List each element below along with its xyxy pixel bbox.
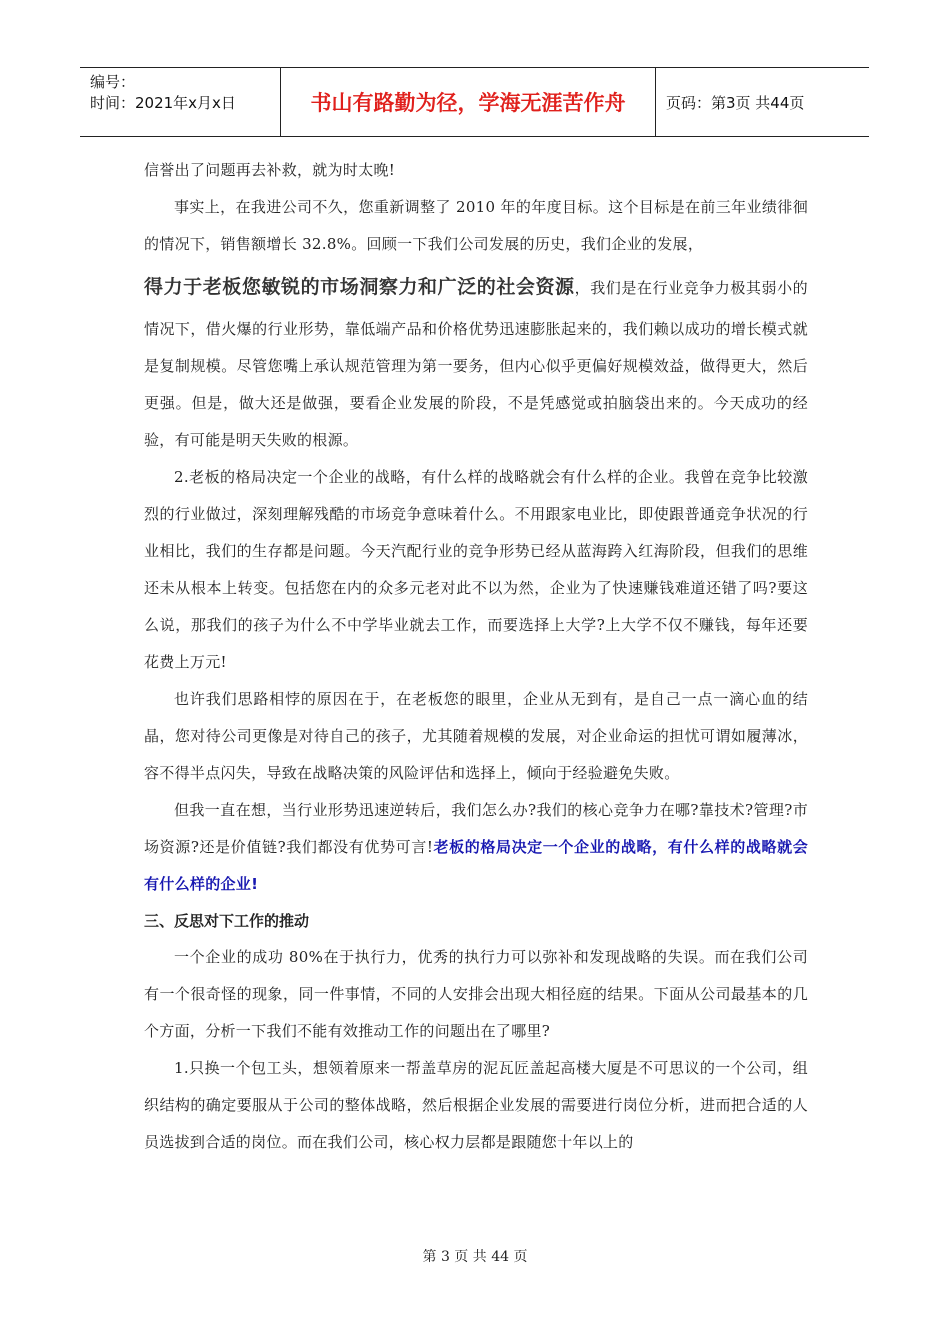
page-footer: 第 3 页 共 44 页 xyxy=(422,1249,528,1265)
paragraph-5: 也许我们思路相悖的原因在于，在老板您的眼里，企业从无到有，是自己一点一滴心血的结晶，您对待公司更像是对待自己的孩子，尤其随着规模的发展，对企业命运的担忧可谓如履薄冰，容不得半点闪失，导致在战略决策的风险评估和选择上，倾向于经验避免失败。 xyxy=(144,690,808,782)
document-body xyxy=(144,152,808,1161)
paragraph-1: 信誉出了问题再去补救，就为时太晚! xyxy=(144,161,396,179)
paragraph-8: 1.只换一个包工头，想领着原来一帮盖草房的泥瓦匠盖起高楼大厦是不可思议的一个公司，组织结构的确定要服从于公司的整体战略，然后根据企业发展的需要进行岗位分析，进而把合适的人员选拔到合适的岗位。而在我们公司，核心权力层都是跟随您十年以上的 xyxy=(144,1059,808,1151)
paragraph-6-text: 但我一直在想，当行业形势迅速逆转后，我们怎么办?我们的核心竞争力在哪?靠技术?管理?市场资源?还是价值链?我们都没有优势可言! xyxy=(144,801,808,856)
paragraph-3-text: ，我们是在行业竞争力极其弱小的情况下，借火爆的行业形势，靠低端产品和价格优势迅速膨胀起来的，我们赖以成功的增长模式就是复制规模。尽管您嘴上承认规范管理为第一要务，但内心似乎更偏好规模效益，做得更大，然后更强。但是，做大还是做强，要看企业发展的阶段，不是凭感觉或拍脑袋出来的。今天成功的经验，有可能是明天失败的根源。 xyxy=(144,279,808,449)
paragraph-7: 一个企业的成功 80%在于执行力，优秀的执行力可以弥补和发现战略的失误。而在我们公司有一个很奇怪的现象，同一件事情，不同的人安排会出现大相径庭的结果。下面从公司最基本的几个方面，分析一下我们不能有效推动工作的问题出在了哪里? xyxy=(144,948,808,1040)
paragraph-4: 2.老板的格局决定一个企业的战略，有什么样的战略就会有什么样的企业。我曾在竞争比较激烈的行业做过，深刻理解残酷的市场竞争意味着什么。不用跟家电业比，即使跟普通竞争状况的行业相比，我们的生存都是问题。今天汽配行业的竞争形势已经从蓝海跨入红海阶段，但我们的思维还未从根本上转变。包括您在内的众多元老对此不以为然，企业为了快速赚钱难道还错了吗?要这么说，那我们的孩子为什么不中学毕业就去工作，而要选择上大学?上大学不仅不赚钱，每年还要花费上万元! xyxy=(144,468,808,671)
paragraph-6-emphasis: 老板的格局决定一个企业的战略，有什么样的战略就会有什么样的企业! xyxy=(144,838,808,893)
paragraph-6 xyxy=(144,792,808,903)
header-page-info: 页码：第3页 共44页 xyxy=(666,93,805,112)
section-title: 三、反思对下工作的推动 xyxy=(144,912,310,930)
page-header xyxy=(80,67,869,137)
paragraph-3 xyxy=(144,263,808,459)
paragraph-3-emphasis: 得力于老板您敏锐的市场洞察力和广泛的社会资源 xyxy=(144,276,575,298)
header-number-label: 编号： xyxy=(90,73,136,91)
paragraph-2: 事实上，在我进公司不久，您重新调整了 2010 年的年度目标。这个目标是在前三年业绩徘徊的情况下，销售额增长 32.8%。回顾一下我们公司发展的历史，我们企业的发展， xyxy=(144,198,808,253)
header-meta xyxy=(80,68,280,136)
header-time-label: 时间：2021年x月x日 xyxy=(90,94,236,112)
header-motto: 书山有路勤为径，学海无涯苦作舟 xyxy=(280,68,656,136)
